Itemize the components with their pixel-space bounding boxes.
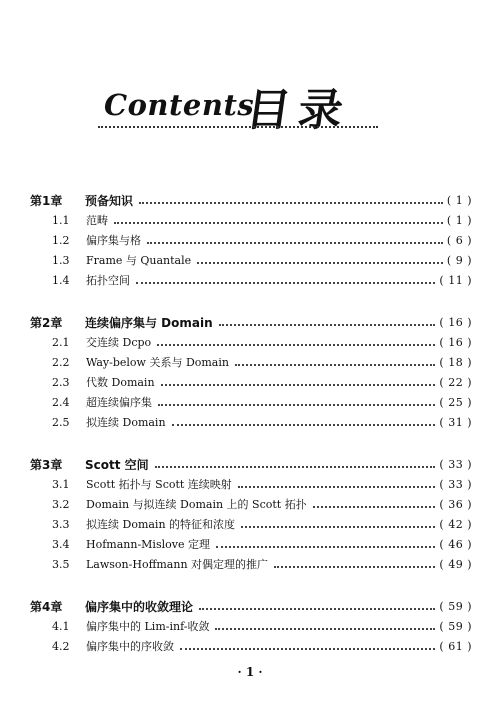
section-title: Way-below 关系与 Domain	[86, 356, 229, 369]
toc-header	[0, 70, 500, 140]
toc-chapter-4[interactable]	[30, 597, 472, 615]
toc-section-2-4[interactable]	[52, 393, 472, 411]
dot-leader	[158, 402, 435, 406]
dot-leader	[157, 342, 435, 346]
dot-leader	[161, 382, 436, 386]
toc-section-4-1[interactable]	[52, 617, 472, 635]
section-title: Scott 拓扑与 Scott 连续映射	[86, 478, 232, 491]
page-number: ( 16 )	[439, 335, 472, 349]
section-number: 2.3	[52, 375, 70, 389]
page-number: ( 33 )	[439, 477, 472, 491]
toc-section-1-2[interactable]	[52, 231, 472, 249]
chapter-title: Scott 空间	[85, 457, 149, 472]
dot-leader	[139, 200, 443, 204]
section-number: 2.5	[52, 415, 70, 429]
page-number: ( 22 )	[439, 375, 472, 389]
section-title: Domain 与拟连续 Domain 上的 Scott 拓扑	[86, 498, 307, 511]
toc-section-2-3[interactable]	[52, 373, 472, 391]
header-dotted-rule	[98, 126, 378, 128]
section-title: Hofmann-Mislove 定理	[86, 538, 210, 551]
dot-leader	[219, 322, 436, 326]
chapter-number: 第1章	[30, 193, 63, 208]
toc-section-3-4[interactable]	[52, 535, 472, 553]
section-title: 代数 Domain	[86, 376, 155, 389]
toc-chapter-2[interactable]	[30, 313, 472, 331]
dot-leader	[199, 606, 435, 610]
dot-leader	[274, 564, 435, 568]
chapter-number: 第4章	[30, 599, 63, 614]
page-number: ( 16 )	[439, 315, 472, 329]
section-number: 3.4	[52, 537, 70, 551]
chapter-title: 偏序集中的收敛理论	[85, 599, 194, 614]
page-number: ( 61 )	[439, 639, 472, 653]
chapter-title: 连续偏序集与 Domain	[85, 315, 213, 330]
section-number: 1.1	[52, 213, 70, 227]
dot-leader	[172, 422, 436, 426]
section-number: 3.1	[52, 477, 70, 491]
dot-leader	[235, 362, 435, 366]
toc-chapter-1[interactable]	[30, 191, 472, 209]
section-title: 偏序集与格	[86, 234, 141, 247]
page-number: ( 42 )	[439, 517, 472, 531]
mulu-heading: 目录	[242, 85, 354, 136]
section-title: 拟连续 Domain 的特征和浓度	[86, 518, 236, 531]
page-number: ( 33 )	[439, 457, 472, 471]
dot-leader	[155, 464, 436, 468]
dot-leader	[238, 484, 436, 488]
section-number: 2.1	[52, 335, 70, 349]
section-number: 2.4	[52, 395, 70, 409]
section-title: 交连续 Dcpo	[86, 336, 152, 349]
dot-leader	[180, 646, 435, 650]
section-title: 拟连续 Domain	[86, 416, 166, 429]
toc-section-2-1[interactable]	[52, 333, 472, 351]
section-title: 超连续偏序集	[86, 396, 152, 409]
dot-leader	[197, 260, 443, 264]
section-title: 偏序集中的序收敛	[86, 640, 174, 653]
page-number: ( 25 )	[439, 395, 472, 409]
toc-chapter-3[interactable]	[30, 455, 472, 473]
contents-heading: Contents	[104, 88, 255, 122]
page-number: ( 49 )	[439, 557, 472, 571]
section-number: 3.2	[52, 497, 70, 511]
page-number: ( 1 )	[446, 213, 472, 227]
chapter-title: 预备知识	[85, 193, 134, 208]
page-number: ( 1 )	[446, 193, 472, 207]
toc-section-3-1[interactable]	[52, 475, 472, 493]
section-title: Frame 与 Quantale	[86, 254, 192, 267]
toc-section-1-3[interactable]	[52, 251, 472, 269]
page-number: ( 46 )	[439, 537, 472, 551]
chapter-number: 第2章	[30, 315, 63, 330]
page-number: ( 9 )	[446, 253, 472, 267]
page-number: ( 18 )	[439, 355, 472, 369]
dot-leader	[136, 280, 435, 284]
dot-leader	[147, 240, 443, 244]
section-title: 偏序集中的 Lim-inf-收敛	[86, 620, 210, 633]
section-title: 拓扑空间	[86, 274, 130, 287]
toc-section-2-5[interactable]	[52, 413, 472, 431]
page-number: ( 31 )	[439, 415, 472, 429]
section-title: Lawson-Hoffmann 对偶定理的推广	[86, 558, 269, 571]
dot-leader	[216, 544, 435, 548]
section-number: 1.2	[52, 233, 70, 247]
page-number: ( 59 )	[439, 619, 472, 633]
chapter-number: 第3章	[30, 457, 63, 472]
page-number: ( 6 )	[446, 233, 472, 247]
dot-leader	[313, 504, 436, 508]
section-title: 范畴	[86, 214, 108, 227]
page-number: ( 11 )	[439, 273, 472, 287]
section-number: 4.1	[52, 619, 70, 633]
section-number: 3.3	[52, 517, 70, 531]
section-number: 3.5	[52, 557, 70, 571]
dot-leader	[241, 524, 435, 528]
toc-section-3-2[interactable]	[52, 495, 472, 513]
section-number: 1.4	[52, 273, 70, 287]
toc-section-3-3[interactable]	[52, 515, 472, 533]
section-number: 2.2	[52, 355, 70, 369]
toc-section-2-2[interactable]	[52, 353, 472, 371]
dot-leader	[215, 626, 435, 630]
toc-section-3-5[interactable]	[52, 555, 472, 573]
section-number: 1.3	[52, 253, 70, 267]
section-number: 4.2	[52, 639, 70, 653]
toc-section-1-4[interactable]	[52, 271, 472, 289]
dot-leader	[114, 220, 443, 224]
page-number: ( 59 )	[439, 599, 472, 613]
page-footer-number: · 1 ·	[237, 665, 263, 679]
toc-section-4-2[interactable]	[52, 637, 472, 655]
page-number: ( 36 )	[439, 497, 472, 511]
toc-section-1-1[interactable]	[52, 211, 472, 229]
